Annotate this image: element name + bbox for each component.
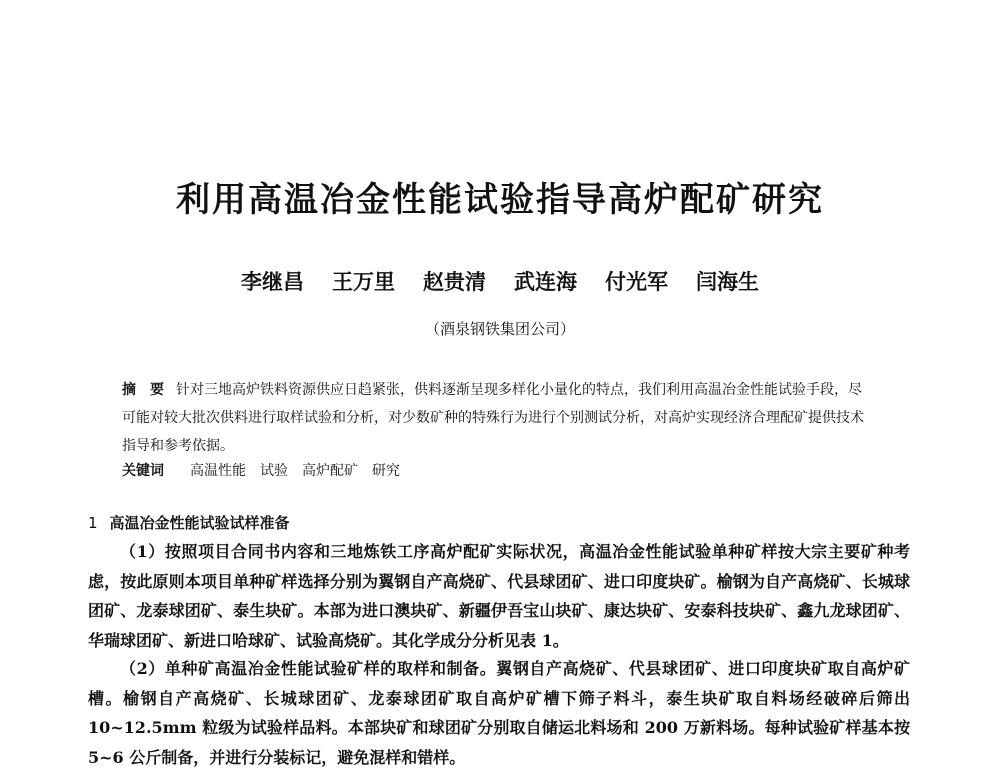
- author-name: 付光军: [605, 269, 668, 294]
- author-name: 王万里: [332, 269, 395, 294]
- paper-title: 利用高温冶金性能试验指导高炉配矿研究: [176, 180, 824, 220]
- author-name: 武连海: [514, 269, 577, 294]
- abstract-text: 针对三地高炉铁料资源供应日趋紧张，供料逐渐呈现多样化小量化的特点，我们利用高温冶金性能试验手段，尽可能对较大批次供料进行取样试验和分析，对少数矿种的特殊行为进行个别测试分析，对高炉实现经济合理配矿提供技术指导和参考依据。: [122, 382, 864, 454]
- author-list: [180, 267, 820, 297]
- keywords-label: 关键词: [122, 463, 164, 479]
- keyword: 高炉配矿: [302, 463, 358, 479]
- abstract: [122, 376, 874, 460]
- keyword: 试验: [260, 463, 288, 479]
- abstract-label: 摘 要: [122, 382, 164, 398]
- author-affiliation: （酒泉钢铁集团公司）: [424, 320, 575, 338]
- keyword: 研究: [372, 463, 400, 479]
- author-name: 李继昌: [241, 269, 304, 294]
- body-paragraph: （1）按照项目合同书内容和三地炼铁工序高炉配矿实际状况，高温冶金性能试验单种矿样按大宗主要矿种考虑，按此原则本项目单种矿样选择分别为翼钢自产高烧矿、代县球团矿、进口印度块矿。榆钢为自产高烧矿、长城球团矿、龙泰球团矿、泰生块矿。本部为进口澳块矿、新疆伊吾宝山块矿、康达块矿、安泰科技块矿、鑫九龙球团矿、华瑞球团矿、新进口哈球矿、试验高烧矿。其化学成分分析见表 1。: [88, 542, 910, 650]
- section-title: 高温冶金性能试验试样准备: [109, 514, 290, 532]
- keywords: [122, 458, 874, 484]
- section-heading: [88, 511, 290, 535]
- body-paragraph: （2）单种矿高温冶金性能试验矿样的取样和制备。翼钢自产高烧矿、代县球团矿、进口印度块矿取自高炉矿槽。榆钢自产高烧矿、长城球团矿、龙泰球团矿取自高炉矿槽下筛子料斗，泰生块矿取自料场经破碎后筛出10~12.5mm 粒级为试验样品料。本部块矿和球团矿分别取自储运北料场和 200 万新料场。每种试验矿样基本按5~6 公斤制备，并进行分装标记，避免混样和错样。: [88, 659, 910, 767]
- keyword: 高温性能: [190, 463, 246, 479]
- author-name: 赵贵清: [423, 269, 486, 294]
- section-number: 1: [88, 514, 98, 532]
- author-name: 闫海生: [696, 269, 759, 294]
